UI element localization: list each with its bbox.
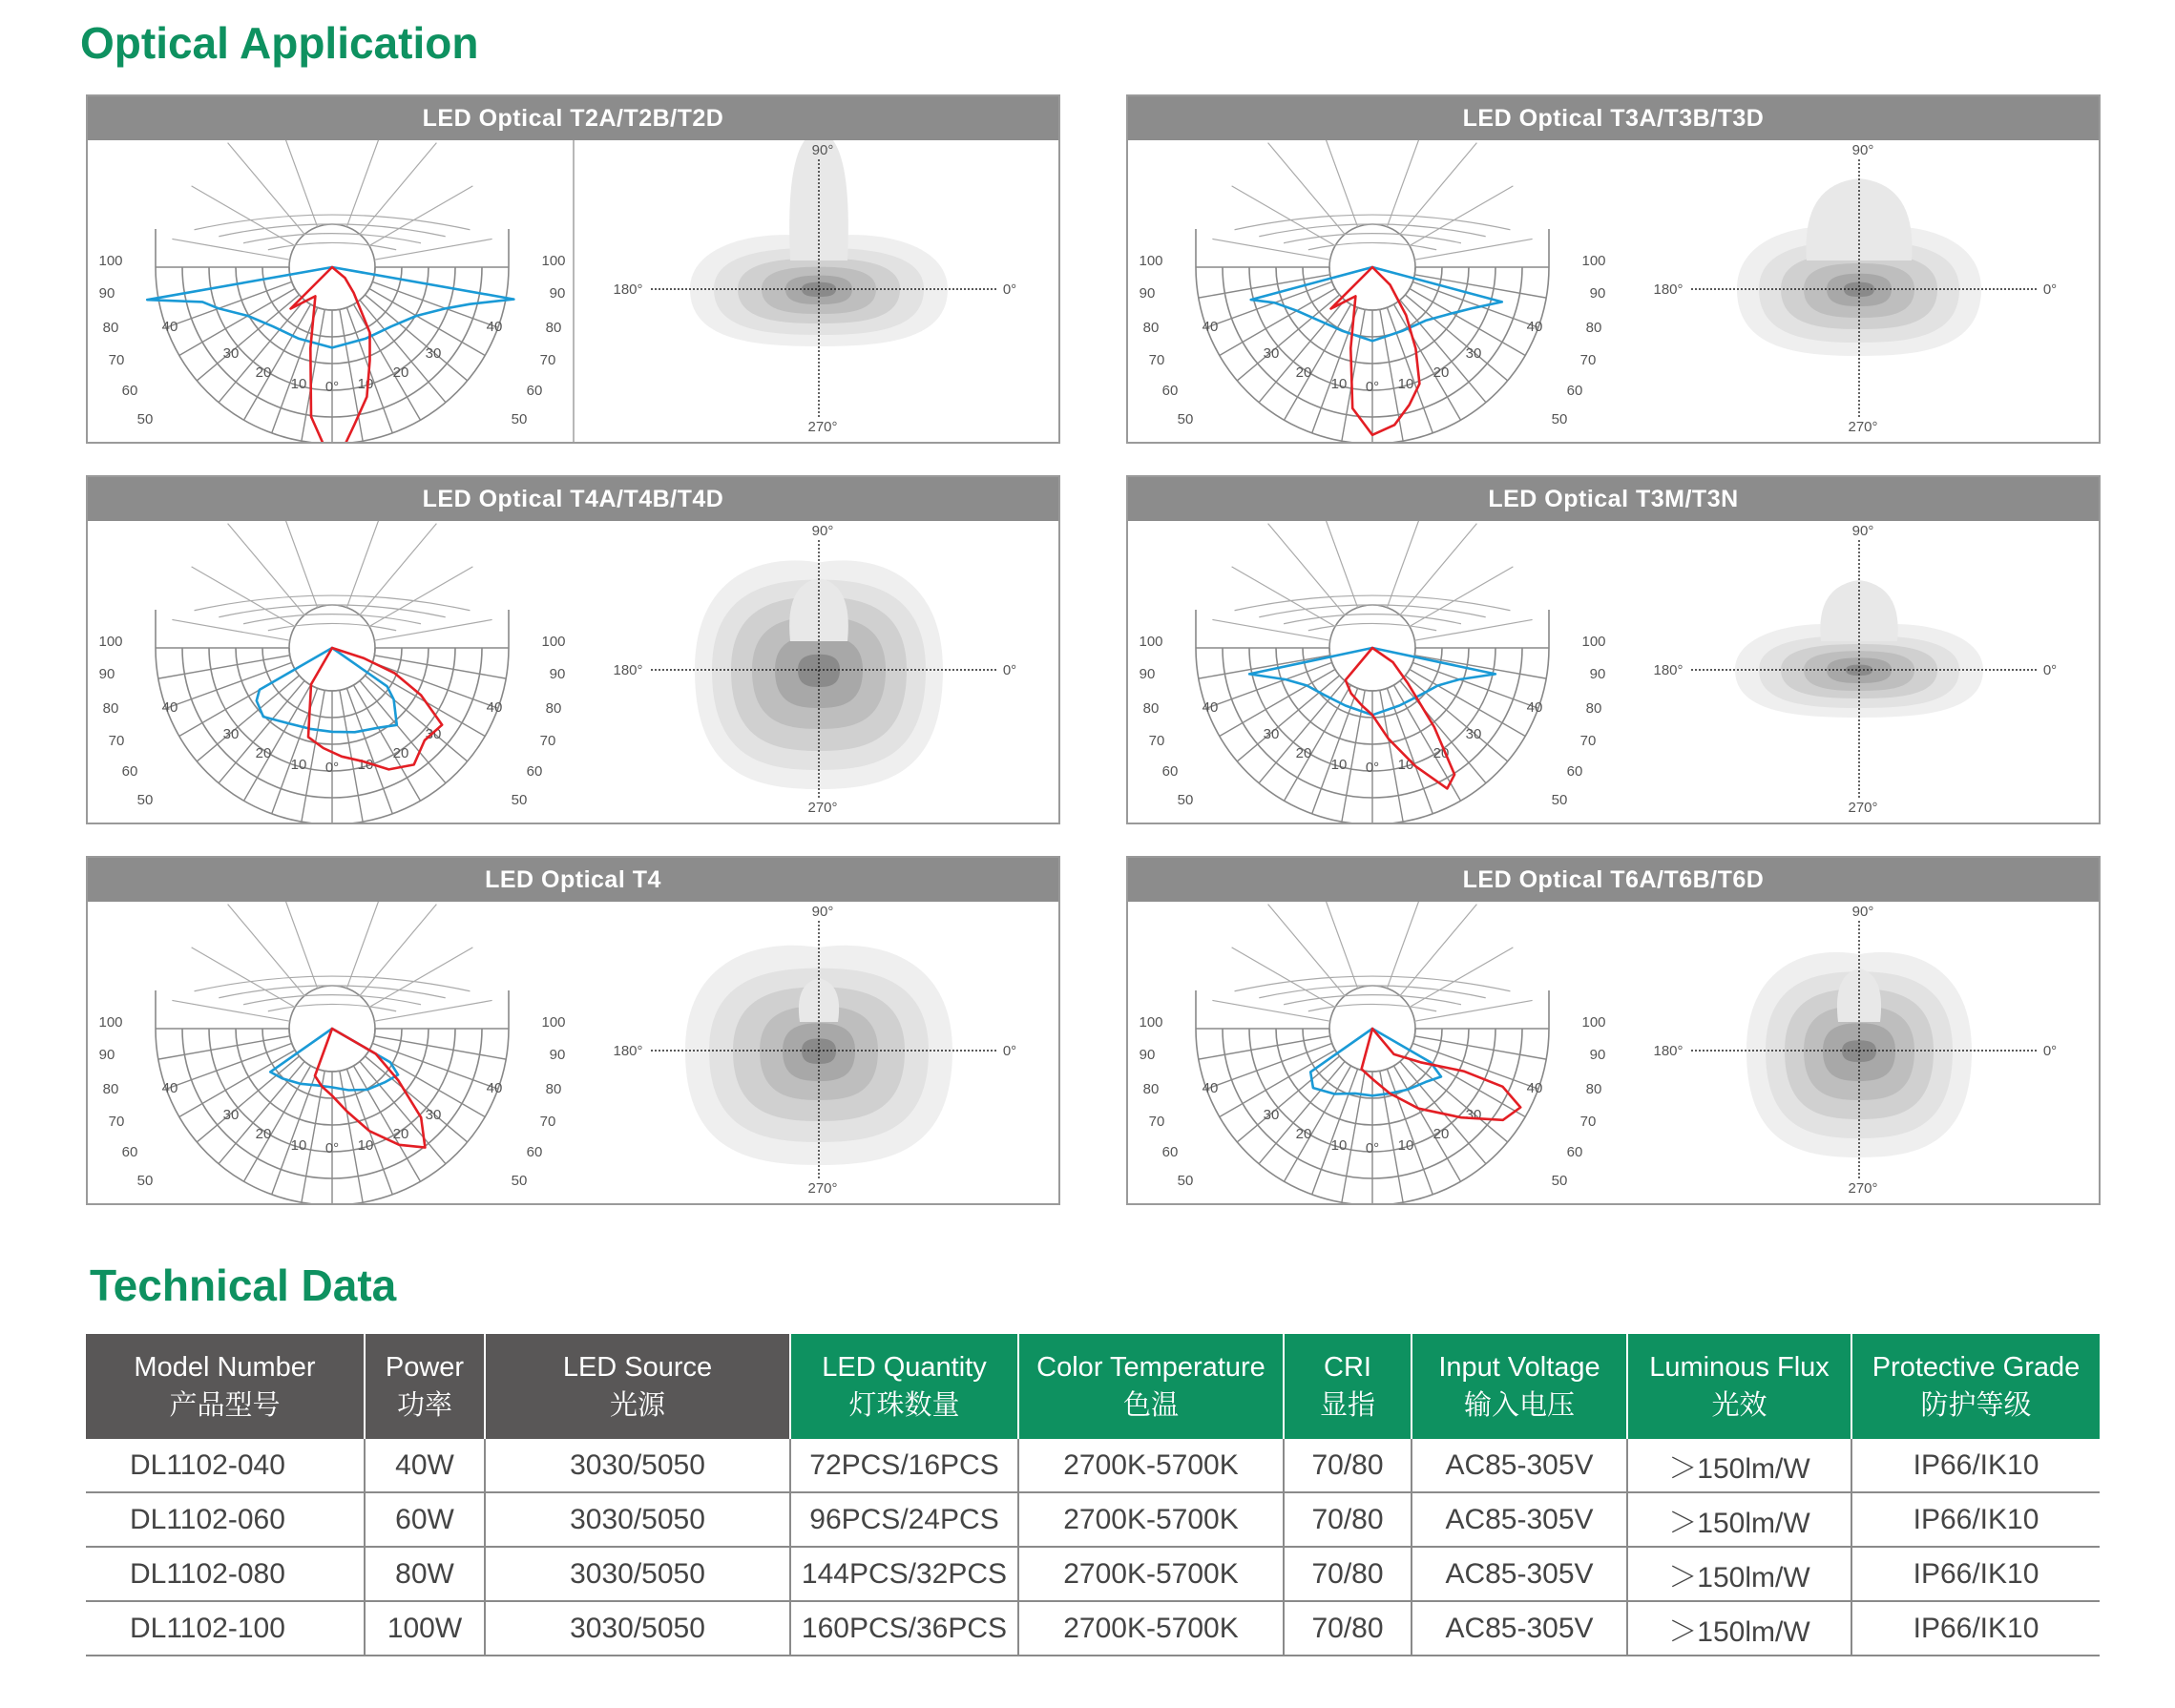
- column-header-cn: 光效: [1711, 1390, 1767, 1421]
- polar-scale-label-bottom: 30: [1263, 345, 1280, 362]
- polar-scale-label-left: 90: [1139, 666, 1156, 682]
- table-cell: IP66/IK10: [1851, 1492, 2100, 1547]
- polar-scale-label-right: 70: [539, 733, 556, 749]
- optical-diagram: [1128, 521, 2099, 823]
- polar-scale-label-bottom: 20: [1295, 745, 1312, 761]
- polar-scale-label-right: 100: [1581, 253, 1606, 269]
- polar-chart: [98, 521, 565, 823]
- polar-chart: [1139, 902, 1605, 1203]
- polar-scale-label-bottom: 20: [255, 365, 272, 381]
- polar-chart: [98, 140, 565, 442]
- table-row: [86, 1601, 2100, 1656]
- table-cell: 2700K-5700K: [1018, 1601, 1284, 1656]
- polar-scale-label-right: 50: [511, 1173, 528, 1189]
- isolux-label-top: 90°: [1851, 142, 1874, 158]
- polar-scale-label-bottom: 10: [1397, 757, 1414, 773]
- polar-scale-label-right: 70: [539, 352, 556, 368]
- polar-scale-label-right: 60: [1566, 763, 1583, 780]
- polar-scale-label-bottom: 40: [1526, 1080, 1543, 1096]
- column-header: [365, 1334, 485, 1439]
- table-cell: 2700K-5700K: [1018, 1492, 1284, 1547]
- table-cell: 70/80: [1284, 1547, 1412, 1601]
- polar-scale-label-left: 70: [108, 352, 125, 368]
- polar-scale-label-left: 50: [1177, 792, 1194, 808]
- polar-scale-label-bottom: 40: [1202, 1080, 1219, 1096]
- polar-scale-label-bottom: 20: [392, 1126, 409, 1142]
- optical-panel: [1126, 856, 2101, 1205]
- polar-scale-label-left: 100: [1139, 253, 1163, 269]
- technical-data-title: Technical Data: [90, 1260, 397, 1310]
- polar-scale-label-right: 100: [541, 253, 566, 269]
- table-cell: AC85-305V: [1412, 1492, 1627, 1547]
- polar-scale-label-right: 100: [1581, 634, 1606, 650]
- column-header-en: Input Voltage: [1438, 1352, 1600, 1383]
- isolux-label-right: 0°: [1002, 1043, 1017, 1059]
- polar-scale-label-right: 80: [1585, 700, 1602, 717]
- isolux-label-bottom: 270°: [1848, 1180, 1878, 1197]
- optical-panel-title: LED Optical T3M/T3N: [1128, 477, 2099, 521]
- polar-scale-label-left: 70: [108, 1114, 125, 1130]
- optical-diagram: [1128, 902, 2099, 1203]
- table-cell: IP66/IK10: [1851, 1601, 2100, 1656]
- polar-scale-label-right: 60: [1566, 1144, 1583, 1160]
- c90-curve: [1251, 267, 1502, 341]
- polar-scale-label-bottom: 20: [392, 745, 409, 761]
- polar-scale-label-right: 70: [1579, 733, 1597, 749]
- table-cell: 160PCS/36PCS: [790, 1601, 1018, 1656]
- isolux-label-right: 0°: [2042, 662, 2058, 678]
- polar-scale-label-bottom: 30: [1465, 726, 1482, 742]
- column-header: [1412, 1334, 1627, 1439]
- polar-scale-label-bottom: 30: [1263, 1107, 1280, 1123]
- isolux-chart: [1653, 523, 2057, 816]
- column-header-en: Power: [385, 1352, 465, 1383]
- table-row: [86, 1492, 2100, 1547]
- polar-scale-label-right: 90: [1589, 285, 1606, 302]
- polar-scale-label-left: 90: [98, 666, 115, 682]
- optical-panel-body: [88, 902, 1058, 1203]
- polar-scale-label-left: 90: [1139, 285, 1156, 302]
- polar-scale-label-left: 60: [121, 763, 138, 780]
- isolux-label-left: 180°: [613, 1043, 643, 1059]
- isolux-label-bottom: 270°: [807, 1180, 838, 1197]
- polar-scale-label-left: 100: [98, 634, 123, 650]
- table-cell: 3030/5050: [485, 1547, 790, 1601]
- table-cell: 100W: [365, 1601, 485, 1656]
- polar-scale-label-bottom: 10: [290, 1137, 307, 1154]
- polar-scale-label-bottom: 10: [357, 757, 374, 773]
- polar-scale-label-left: 100: [1139, 634, 1163, 650]
- c90-curve: [147, 267, 513, 347]
- polar-scale-label-bottom: 10: [1397, 1137, 1414, 1154]
- polar-scale-label-left: 90: [1139, 1047, 1156, 1063]
- table-cell: 70/80: [1284, 1439, 1412, 1492]
- polar-scale-label-left: 50: [136, 1173, 154, 1189]
- polar-scale-label-left: 80: [102, 320, 119, 336]
- table-cell: 3030/5050: [485, 1492, 790, 1547]
- column-header-cn: 色温: [1122, 1390, 1179, 1421]
- table-cell: 70/80: [1284, 1492, 1412, 1547]
- polar-scale-label-bottom: 30: [1465, 1107, 1482, 1123]
- optical-panel: [1126, 475, 2101, 824]
- polar-scale-label-bottom: 20: [255, 1126, 272, 1142]
- polar-scale-label-right: 80: [545, 320, 562, 336]
- optical-panel-body: [88, 521, 1058, 823]
- table-cell: AC85-305V: [1412, 1547, 1627, 1601]
- table-cell: DL1102-060: [86, 1492, 365, 1547]
- polar-scale-label-right: 80: [545, 1081, 562, 1097]
- polar-scale-label-bottom: 10: [357, 376, 374, 392]
- table-cell: 2700K-5700K: [1018, 1547, 1284, 1601]
- optical-panel: [86, 94, 1060, 444]
- table-cell: DL1102-080: [86, 1547, 365, 1601]
- polar-scale-label-right: 80: [1585, 1081, 1602, 1097]
- polar-scale-label-bottom: 0°: [324, 1140, 340, 1156]
- polar-scale-label-bottom: 40: [486, 319, 503, 335]
- isolux-chart: [613, 523, 1016, 816]
- column-header-en: Protective Grade: [1872, 1352, 2081, 1383]
- isolux-label-top: 90°: [811, 523, 834, 539]
- polar-scale-label-bottom: 0°: [1365, 1140, 1380, 1156]
- polar-scale-label-bottom: 40: [161, 319, 178, 335]
- polar-scale-label-right: 50: [511, 792, 528, 808]
- polar-scale-label-bottom: 0°: [324, 379, 340, 395]
- polar-scale-label-bottom: 30: [222, 726, 240, 742]
- optical-panel-body: [88, 140, 1058, 442]
- polar-scale-label-right: 100: [1581, 1014, 1606, 1031]
- table-cell: 72PCS/16PCS: [790, 1439, 1018, 1492]
- polar-scale-label-bottom: 20: [1295, 365, 1312, 381]
- column-header-en: LED Source: [562, 1352, 713, 1383]
- isolux-label-top: 90°: [1851, 904, 1874, 920]
- column-header: [485, 1334, 790, 1439]
- column-header-cn: 灯珠数量: [848, 1390, 960, 1421]
- optical-panel-body: [1128, 521, 2099, 823]
- polar-scale-label-left: 70: [108, 733, 125, 749]
- polar-scale-label-bottom: 0°: [1365, 379, 1380, 395]
- table-cell: DL1102-040: [86, 1439, 365, 1492]
- optical-panel-title: LED Optical T2A/T2B/T2D: [88, 96, 1058, 140]
- optical-diagram: [88, 521, 1058, 823]
- column-header: [1284, 1334, 1412, 1439]
- column-header-en: LED Quantity: [822, 1352, 987, 1383]
- optical-application-title: Optical Application: [80, 18, 479, 68]
- polar-scale-label-right: 60: [1566, 383, 1583, 399]
- polar-scale-label-left: 70: [1148, 733, 1165, 749]
- c0-curve: [1331, 267, 1420, 435]
- polar-scale-label-left: 100: [98, 1014, 123, 1031]
- polar-scale-label-right: 90: [1589, 666, 1606, 682]
- polar-scale-label-right: 100: [541, 634, 566, 650]
- panel-divider: [573, 140, 575, 442]
- isolux-label-right: 0°: [1002, 281, 1017, 298]
- column-header-cn: 光源: [609, 1390, 665, 1421]
- polar-scale-label-bottom: 0°: [1365, 760, 1380, 776]
- polar-scale-label-left: 80: [1142, 320, 1160, 336]
- polar-scale-label-bottom: 30: [425, 726, 442, 742]
- polar-scale-label-bottom: 40: [486, 699, 503, 716]
- polar-chart: [1139, 140, 1605, 442]
- table-cell: 3030/5050: [485, 1601, 790, 1656]
- polar-scale-label-right: 60: [526, 1144, 543, 1160]
- table-cell: IP66/IK10: [1851, 1439, 2100, 1492]
- column-header-cn: 产品型号: [169, 1390, 281, 1421]
- isolux-label-left: 180°: [613, 662, 643, 678]
- polar-scale-label-bottom: 10: [1330, 757, 1348, 773]
- optical-panel-title: LED Optical T4: [88, 858, 1058, 902]
- polar-scale-label-right: 80: [1585, 320, 1602, 336]
- polar-scale-label-right: 70: [1579, 1114, 1597, 1130]
- polar-scale-label-right: 90: [549, 666, 566, 682]
- isolux-label-bottom: 270°: [807, 800, 838, 816]
- polar-scale-label-bottom: 30: [222, 345, 240, 362]
- polar-scale-label-bottom: 20: [255, 745, 272, 761]
- polar-scale-label-bottom: 40: [1526, 699, 1543, 716]
- column-header: [1627, 1334, 1851, 1439]
- optical-panel: [86, 475, 1060, 824]
- polar-scale-label-bottom: 10: [290, 376, 307, 392]
- isolux-chart: [613, 904, 1016, 1197]
- table-cell: 60W: [365, 1492, 485, 1547]
- polar-scale-label-bottom: 30: [1263, 726, 1280, 742]
- technical-data-table: [86, 1334, 2100, 1656]
- isolux-label-left: 180°: [1653, 281, 1684, 298]
- isolux-label-left: 180°: [1653, 1043, 1684, 1059]
- polar-scale-label-left: 70: [1148, 1114, 1165, 1130]
- column-header-cn: 功率: [396, 1390, 452, 1421]
- polar-scale-label-left: 60: [121, 1144, 138, 1160]
- isolux-label-bottom: 270°: [807, 419, 838, 435]
- polar-scale-label-right: 50: [511, 411, 528, 427]
- polar-scale-label-left: 100: [98, 253, 123, 269]
- polar-scale-label-left: 70: [1148, 352, 1165, 368]
- isolux-chart: [1653, 904, 2057, 1197]
- table-header-row: [86, 1334, 2100, 1439]
- polar-scale-label-bottom: 20: [1433, 745, 1450, 761]
- isolux-label-top: 90°: [1851, 523, 1874, 539]
- table-cell: IP66/IK10: [1851, 1547, 2100, 1601]
- polar-scale-label-right: 60: [526, 383, 543, 399]
- optical-panel-body: [1128, 140, 2099, 442]
- isolux-label-right: 0°: [2042, 1043, 2058, 1059]
- isolux-chart: [613, 140, 1016, 435]
- optical-diagram: [1128, 140, 2099, 442]
- optical-panel: [86, 856, 1060, 1205]
- polar-scale-label-right: 90: [1589, 1047, 1606, 1063]
- column-header-cn: 防护等级: [1920, 1390, 2032, 1421]
- isolux-label-bottom: 270°: [1848, 419, 1878, 435]
- isolux-label-bottom: 270°: [1848, 800, 1878, 816]
- polar-scale-label-right: 50: [1551, 792, 1568, 808]
- table-cell: 40W: [365, 1439, 485, 1492]
- c0-curve: [308, 648, 442, 769]
- column-header: [790, 1334, 1018, 1439]
- polar-scale-label-bottom: 20: [1433, 1126, 1450, 1142]
- polar-scale-label-left: 50: [136, 411, 154, 427]
- polar-scale-label-left: 100: [1139, 1014, 1163, 1031]
- polar-scale-label-bottom: 10: [290, 757, 307, 773]
- table-cell: ＞150lm/W: [1627, 1439, 1851, 1492]
- polar-scale-label-left: 60: [121, 383, 138, 399]
- polar-scale-label-left: 60: [1161, 1144, 1179, 1160]
- table-cell: DL1102-100: [86, 1601, 365, 1656]
- table-cell: 70/80: [1284, 1601, 1412, 1656]
- polar-scale-label-bottom: 10: [1330, 376, 1348, 392]
- polar-scale-label-left: 50: [1177, 1173, 1194, 1189]
- isolux-label-right: 0°: [1002, 662, 1017, 678]
- c0-curve: [291, 267, 370, 442]
- polar-scale-label-bottom: 30: [222, 1107, 240, 1123]
- isolux-label-top: 90°: [811, 142, 834, 158]
- optical-panel: [1126, 94, 2101, 444]
- table-cell: ＞150lm/W: [1627, 1547, 1851, 1601]
- table-cell: 80W: [365, 1547, 485, 1601]
- isolux-chart: [1653, 142, 2057, 435]
- column-header-cn: 输入电压: [1463, 1390, 1575, 1421]
- polar-scale-label-left: 80: [1142, 1081, 1160, 1097]
- polar-scale-label-bottom: 10: [357, 1137, 374, 1154]
- table-cell: AC85-305V: [1412, 1439, 1627, 1492]
- optical-diagram: [88, 902, 1058, 1203]
- polar-scale-label-right: 70: [539, 1114, 556, 1130]
- polar-scale-label-right: 90: [549, 285, 566, 302]
- isolux-label-left: 180°: [1653, 662, 1684, 678]
- table-cell: AC85-305V: [1412, 1601, 1627, 1656]
- polar-scale-label-bottom: 20: [1295, 1126, 1312, 1142]
- table-cell: 144PCS/32PCS: [790, 1547, 1018, 1601]
- polar-scale-label-right: 60: [526, 763, 543, 780]
- polar-scale-label-left: 80: [1142, 700, 1160, 717]
- polar-scale-label-left: 90: [98, 285, 115, 302]
- column-header-cn: 显指: [1319, 1390, 1375, 1421]
- isolux-label-top: 90°: [811, 904, 834, 920]
- table-cell: ＞150lm/W: [1627, 1601, 1851, 1656]
- table-cell: 3030/5050: [485, 1439, 790, 1492]
- polar-scale-label-bottom: 20: [1433, 365, 1450, 381]
- column-header-en: CRI: [1324, 1352, 1371, 1383]
- column-header: [1851, 1334, 2100, 1439]
- polar-scale-label-bottom: 40: [1526, 319, 1543, 335]
- table-cell: ＞150lm/W: [1627, 1492, 1851, 1547]
- polar-scale-label-right: 80: [545, 700, 562, 717]
- column-header-en: Luminous Flux: [1649, 1352, 1830, 1383]
- table-cell: 96PCS/24PCS: [790, 1492, 1018, 1547]
- table-cell: 2700K-5700K: [1018, 1439, 1284, 1492]
- column-header-en: Model Number: [134, 1352, 316, 1383]
- polar-chart: [98, 902, 565, 1203]
- polar-chart: [1139, 521, 1605, 823]
- polar-scale-label-bottom: 10: [1397, 376, 1414, 392]
- polar-scale-label-bottom: 40: [1202, 699, 1219, 716]
- polar-scale-label-bottom: 40: [486, 1080, 503, 1096]
- polar-scale-label-bottom: 40: [1202, 319, 1219, 335]
- polar-scale-label-bottom: 30: [425, 345, 442, 362]
- polar-scale-label-right: 50: [1551, 411, 1568, 427]
- column-header: [86, 1334, 365, 1439]
- polar-scale-label-left: 80: [102, 700, 119, 717]
- optical-panel-title: LED Optical T6A/T6B/T6D: [1128, 858, 2099, 902]
- optical-panel-title: LED Optical T3A/T3B/T3D: [1128, 96, 2099, 140]
- table-row: [86, 1547, 2100, 1601]
- polar-scale-label-bottom: 40: [161, 699, 178, 716]
- polar-scale-label-bottom: 40: [161, 1080, 178, 1096]
- column-header: [1018, 1334, 1284, 1439]
- polar-scale-label-left: 80: [102, 1081, 119, 1097]
- polar-scale-label-bottom: 30: [425, 1107, 442, 1123]
- polar-scale-label-left: 60: [1161, 383, 1179, 399]
- polar-scale-label-left: 50: [1177, 411, 1194, 427]
- polar-scale-label-right: 100: [541, 1014, 566, 1031]
- polar-scale-label-left: 60: [1161, 763, 1179, 780]
- polar-scale-label-bottom: 10: [1330, 1137, 1348, 1154]
- isolux-label-right: 0°: [2042, 281, 2058, 298]
- polar-scale-label-right: 90: [549, 1047, 566, 1063]
- table-body: [86, 1439, 2100, 1656]
- optical-panel-body: [1128, 902, 2099, 1203]
- column-header-en: Color Temperature: [1036, 1352, 1265, 1383]
- polar-scale-label-left: 50: [136, 792, 154, 808]
- isolux-label-left: 180°: [613, 281, 643, 298]
- polar-scale-label-right: 70: [1579, 352, 1597, 368]
- polar-scale-label-left: 90: [98, 1047, 115, 1063]
- table-row: [86, 1439, 2100, 1492]
- polar-scale-label-bottom: 20: [392, 365, 409, 381]
- optical-panel-title: LED Optical T4A/T4B/T4D: [88, 477, 1058, 521]
- polar-scale-label-right: 50: [1551, 1173, 1568, 1189]
- polar-scale-label-bottom: 0°: [324, 760, 340, 776]
- polar-scale-label-bottom: 30: [1465, 345, 1482, 362]
